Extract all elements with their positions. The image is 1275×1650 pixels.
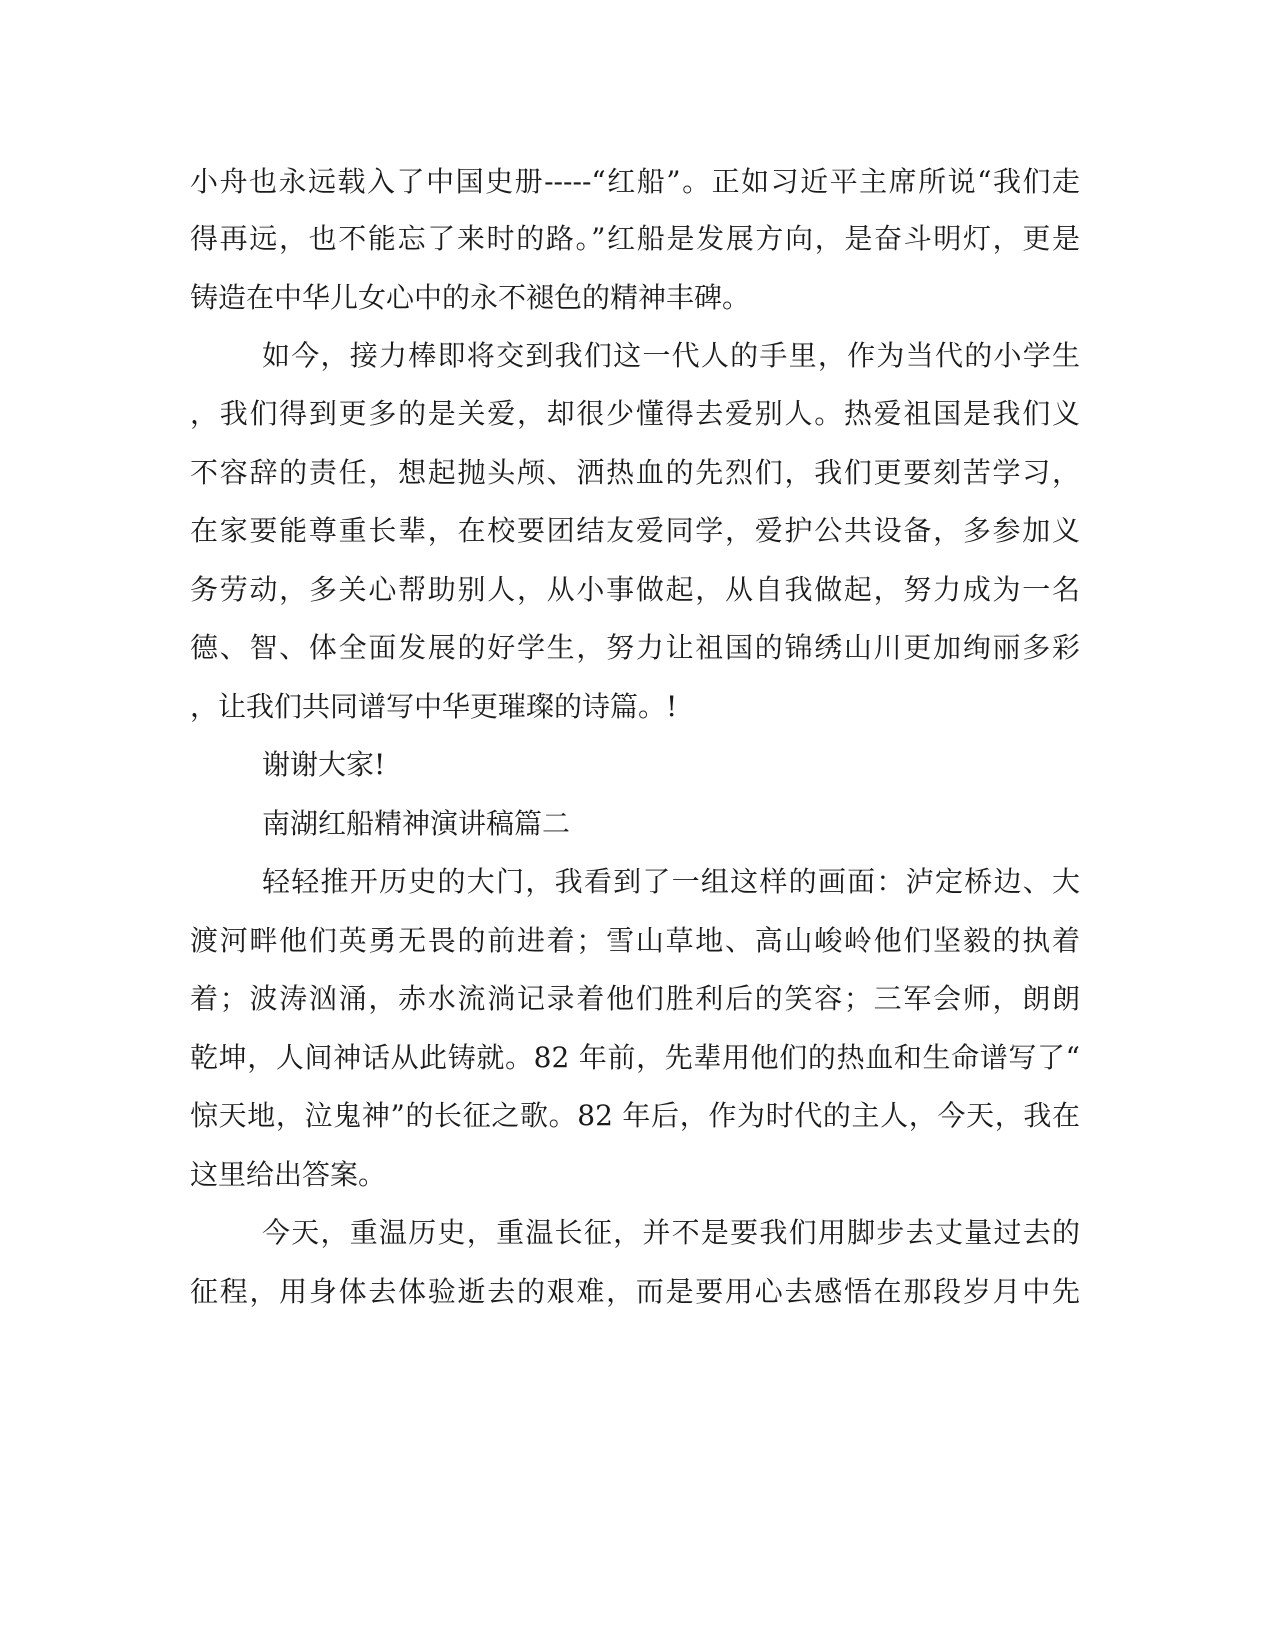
text-line: 渡河畔他们英勇无畏的前进着；雪山草地、高山峻岭他们坚毅的执着 xyxy=(190,924,1080,957)
text-line: 征程，用身体去体验逝去的艰难，而是要用心去感悟在那段岁月中先 xyxy=(190,1275,1080,1308)
text-line: 得再远，也不能忘了来时的路。”红船是发展方向，是奋斗明灯，更是 xyxy=(190,222,1080,255)
text-line: ，让我们共同谱写中华更璀璨的诗篇。! xyxy=(190,690,678,723)
text-line: 在家要能尊重长辈，在校要团结友爱同学，爱护公共设备，多参加义 xyxy=(190,514,1080,547)
text-line: 惊天地，泣鬼神”的长征之歌。82 年后，作为时代的主人，今天，我在 xyxy=(190,1099,1080,1132)
section-heading: 南湖红船精神演讲稿篇二 xyxy=(262,807,571,840)
text-line: 乾坤，人间神话从此铸就。82 年前，先辈用他们的热血和生命谱写了“ xyxy=(190,1041,1080,1074)
text-line: 着；波涛汹涌，赤水流淌记录着他们胜利后的笑容；三军会师，朗朗 xyxy=(190,982,1080,1015)
text-line: 这里给出答案。 xyxy=(190,1158,387,1191)
closing-line: 谢谢大家! xyxy=(262,748,386,781)
text-line: 今天，重温历史，重温长征，并不是要我们用脚步去丈量过去的 xyxy=(262,1216,1080,1249)
text-line: 铸造在中华儿女心中的永不褪色的精神丰碑。 xyxy=(190,281,751,314)
text-line: ，我们得到更多的是关爱，却很少懂得去爱别人。热爱祖国是我们义 xyxy=(190,397,1080,430)
text-line: 德、智、体全面发展的好学生，努力让祖国的锦绣山川更加绚丽多彩 xyxy=(190,631,1080,664)
text-line: 务劳动，多关心帮助别人，从小事做起，从自我做起，努力成为一名 xyxy=(190,573,1080,606)
text-line: 如今，接力棒即将交到我们这一代人的手里，作为当代的小学生 xyxy=(262,339,1080,372)
text-line: 轻轻推开历史的大门，我看到了一组这样的画面：泸定桥边、大 xyxy=(262,865,1080,898)
text-line: 不容辞的责任，想起抛头颅、洒热血的先烈们，我们更要刻苦学习， xyxy=(190,456,1080,489)
text-line: 小舟也永远载入了中国史册-----“红船”。正如习近平主席所说“我们走 xyxy=(190,165,1080,198)
